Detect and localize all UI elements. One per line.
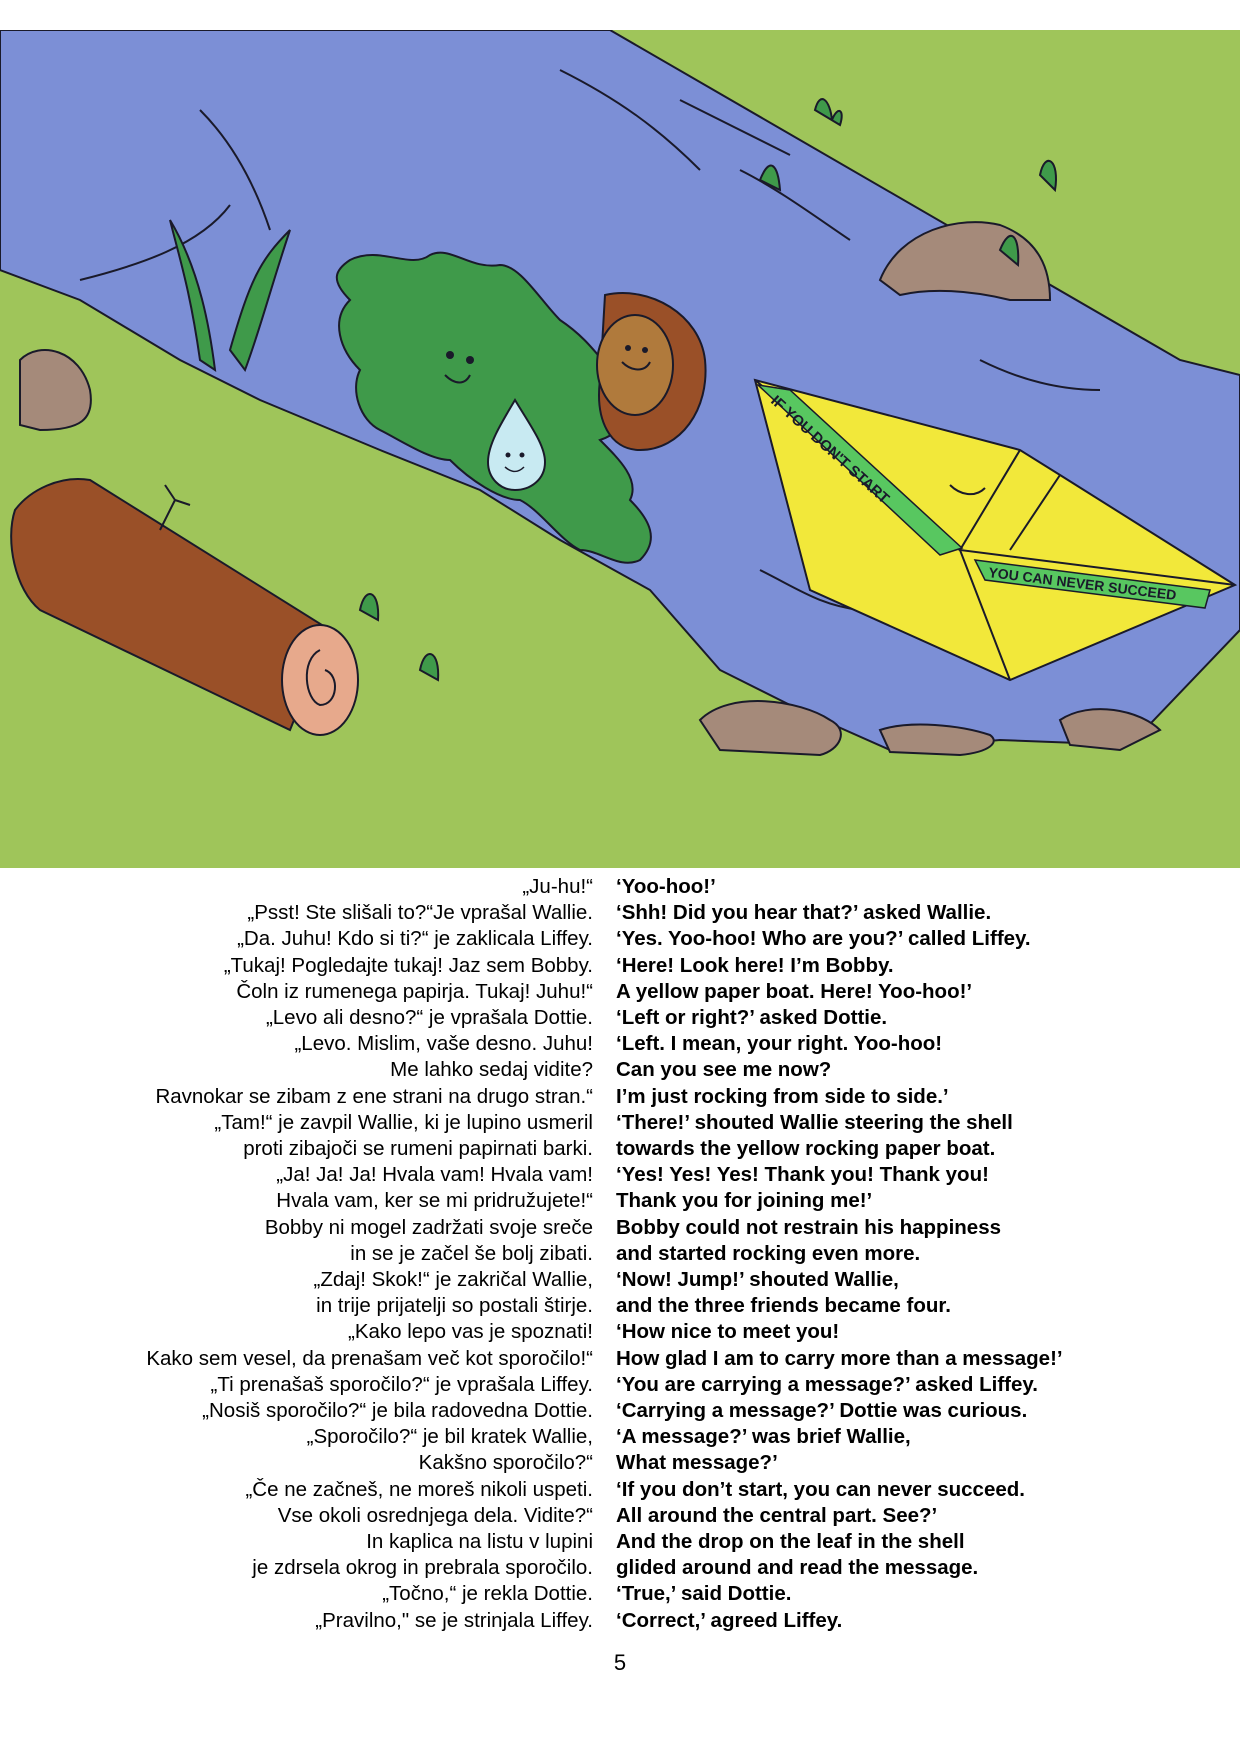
english-line: ‘Yes! Yes! Yes! Thank you! Thank you! [616, 1163, 989, 1187]
slovene-line: „Levo ali desno?“ je vprašala Dottie. [265, 1006, 593, 1029]
text-row [0, 900, 1240, 926]
slovene-line: „Sporočilo?“ je bil kratek Wallie, [306, 1425, 593, 1449]
slovene-line: Vse okoli osrednjega dela. Vidite?“ [277, 1503, 593, 1527]
text-row [0, 1293, 1240, 1319]
english-line: ‘Correct,’ agreed Liffey. [616, 1608, 843, 1632]
english-line: ‘There!’ shouted Wallie steering the shell [616, 1110, 1013, 1134]
text-row [0, 979, 1240, 1005]
text-row [0, 1529, 1240, 1555]
english-line: How glad I am to carry more than a message!’ [616, 1346, 1063, 1370]
page-number: 5 [613, 1650, 627, 1675]
english-line: All around the central part. See?’ [616, 1503, 938, 1527]
english-line: ‘If you don’t start, you can never succeed. [616, 1477, 1025, 1501]
english-line: and the three friends became four. [616, 1294, 951, 1318]
slovene-line: je zdrsela okrog in prebrala sporočilo. [252, 1556, 593, 1580]
text-row [0, 1581, 1240, 1607]
text-row [0, 1398, 1240, 1424]
slovene-line: Me lahko sedaj vidite? [390, 1058, 593, 1082]
slovene-line: „Ja! Ja! Ja! Hvala vam! Hvala vam! [276, 1163, 593, 1187]
text-row [0, 1346, 1240, 1372]
text-row [0, 1110, 1240, 1136]
text-row [0, 874, 1240, 900]
text-row [0, 1031, 1240, 1057]
text-row [0, 1084, 1240, 1110]
english-line: towards the yellow rocking paper boat. [616, 1137, 996, 1160]
slovene-line: „Levo. Mislim, vaše desno. Juhu! [294, 1032, 593, 1056]
text-row [0, 1005, 1240, 1031]
text-row [0, 1241, 1240, 1267]
english-line: ‘A message?’ was brief Wallie, [616, 1425, 911, 1449]
text-row [0, 1319, 1240, 1345]
slovene-line: Kakšno sporočilo?“ [418, 1451, 593, 1475]
english-line: ‘True,’ said Dottie. [616, 1582, 792, 1606]
english-line: And the drop on the leaf in the shell [616, 1530, 965, 1553]
text-row [0, 926, 1240, 952]
english-line: Can you see me now? [616, 1058, 832, 1082]
text-row [0, 1555, 1240, 1581]
slovene-line: „Da. Juhu! Kdo si ti?“ je zaklicala Liffey. [237, 927, 593, 951]
slovene-line: In kaplica na listu v lupini [366, 1530, 593, 1553]
slovene-line: Ravnokar se zibam z ene strani na drugo stran.“ [155, 1084, 593, 1108]
english-line: ‘Left or right?’ asked Dottie. [616, 1006, 888, 1029]
text-row [0, 1450, 1240, 1476]
text-row [0, 953, 1240, 979]
english-line: ‘How nice to meet you! [616, 1320, 840, 1344]
english-line: glided around and read the message. [616, 1556, 979, 1580]
slovene-line: „Ti prenašaš sporočilo?“ je vprašala Liffey. [210, 1372, 593, 1396]
text-row [0, 1372, 1240, 1398]
text-row [0, 1162, 1240, 1188]
slovene-line: „Kako lepo vas je spoznati! [348, 1320, 593, 1344]
english-line: ‘Carrying a message?’ Dottie was curious. [616, 1399, 1028, 1422]
english-line: ‘Left. I mean, your right. Yoo-hoo! [616, 1032, 943, 1056]
slovene-line: Bobby ni mogel zadržati svoje sreče [264, 1215, 593, 1239]
english-line: ‘Shh! Did you hear that?’ asked Wallie. [616, 901, 992, 925]
text-row [0, 1188, 1240, 1214]
english-line: ‘Here! Look here! I’m Bobby. [616, 953, 894, 977]
text-row [0, 1424, 1240, 1450]
english-line: Thank you for joining me!’ [616, 1189, 873, 1213]
english-line: A yellow paper boat. Here! Yoo-hoo!’ [616, 979, 973, 1003]
english-line: ‘Now! Jump!’ shouted Wallie, [616, 1268, 899, 1291]
slovene-line: „Psst! Ste slišali to?“Je vprašal Wallie. [247, 901, 593, 925]
text-row [0, 1608, 1240, 1634]
slovene-line: „Nosiš sporočilo?“ je bila radovedna Dottie. [202, 1399, 593, 1422]
slovene-line: „Če ne začneš, ne moreš nikoli uspeti. [245, 1477, 593, 1501]
slovene-line: Čoln iz rumenega papirja. Tukaj! Juhu!“ [236, 979, 593, 1003]
story-illustration [0, 30, 1240, 868]
slovene-line: „Zdaj! Skok!“ je zakričal Wallie, [313, 1268, 593, 1291]
text-row [0, 1267, 1240, 1293]
english-line: ‘You are carrying a message?’ asked Liffey. [616, 1372, 1038, 1396]
slovene-line: „Tam!“ je zavpil Wallie, ki je lupino usmeril [214, 1110, 593, 1134]
slovene-line: „Pravilno," se je strinjala Liffey. [315, 1608, 593, 1632]
english-line: I’m just rocking from side to side.’ [616, 1084, 949, 1108]
english-line: ‘Yoo-hoo!’ [616, 875, 716, 898]
text-row [0, 1477, 1240, 1503]
slovene-line: Hvala vam, ker se mi pridružujete!“ [276, 1189, 593, 1213]
slovene-line: „Ju-hu!“ [522, 875, 593, 898]
english-line: What message?’ [616, 1451, 778, 1475]
text-row [0, 1136, 1240, 1162]
slovene-line: „Tukaj! Pogledajte tukaj! Jaz sem Bobby. [223, 953, 593, 977]
boat-text-2: YOU CAN NEVER SUCCEED [987, 564, 1178, 604]
slovene-line: in trije prijatelji so postali štirje. [316, 1294, 593, 1318]
slovene-line: proti zibajoči se rumeni papirnati barki. [243, 1137, 593, 1160]
text-row [0, 1503, 1240, 1529]
slovene-line: „Točno,“ je rekla Dottie. [382, 1582, 593, 1606]
english-line: ‘Yes. Yoo-hoo! Who are you?’ called Liffey. [616, 927, 1031, 951]
text-row [0, 1057, 1240, 1083]
boat-text-1: IF YOU DON'T START [767, 392, 893, 508]
english-line: and started rocking even more. [616, 1241, 921, 1265]
slovene-line: Kako sem vesel, da prenašam več kot sporočilo!“ [146, 1346, 593, 1370]
text-row [0, 1215, 1240, 1241]
english-line: Bobby could not restrain his happiness [616, 1215, 1001, 1239]
slovene-line: in se je začel še bolj zibati. [350, 1241, 593, 1265]
